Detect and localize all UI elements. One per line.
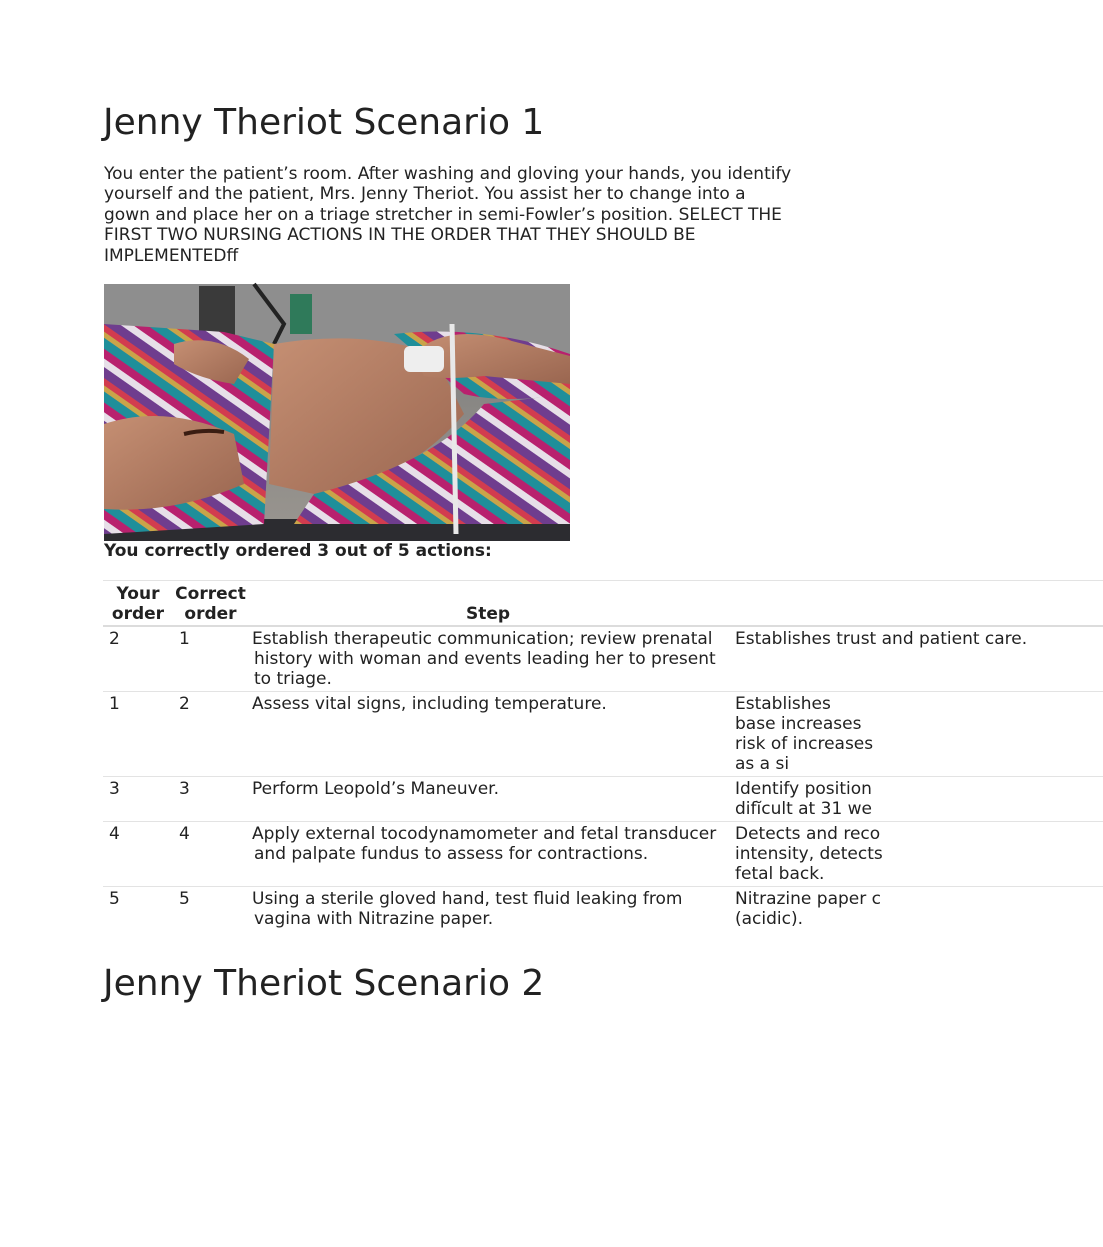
header-your-order: Your order bbox=[111, 584, 165, 624]
correct-order-cell: 1 bbox=[179, 629, 190, 649]
your-order-cell: 3 bbox=[109, 779, 120, 799]
your-order-cell: 4 bbox=[109, 824, 120, 844]
header-correct-order: Correct order bbox=[175, 584, 246, 624]
table-row bbox=[103, 822, 1103, 887]
scenario-1-title: Jenny Theriot Scenario 1 bbox=[103, 102, 545, 143]
table-row bbox=[103, 626, 1103, 692]
correct-order-cell: 5 bbox=[179, 889, 190, 909]
correct-order-cell: 3 bbox=[179, 779, 190, 799]
rationale-text: Nitrazine paper c (acidic). bbox=[735, 889, 881, 929]
result-summary: You correctly ordered 3 out of 5 actions: bbox=[104, 541, 492, 561]
step-cell: Assess vital signs, including temperature. bbox=[252, 694, 607, 714]
correct-order-cell: 4 bbox=[179, 824, 190, 844]
rationale-cell: Establishes trust and patient care. bbox=[735, 629, 1028, 649]
scenario-2-title: Jenny Theriot Scenario 2 bbox=[103, 963, 545, 1004]
table-row bbox=[103, 692, 1103, 777]
actions-order-table bbox=[103, 580, 1028, 931]
table-row bbox=[103, 777, 1103, 822]
step-cell: Perform Leopold’s Maneuver. bbox=[252, 779, 499, 799]
patient-ultrasound-photo bbox=[104, 284, 570, 541]
rationale-cell bbox=[728, 692, 1103, 777]
header-step: Step bbox=[465, 604, 511, 624]
rationale-text: Identify position difĭcult at 31 we bbox=[735, 779, 873, 819]
correct-order-cell: 2 bbox=[179, 694, 190, 714]
step-cell: Apply external tocodynamometer and fetal transducer and palpate fundus to assess for contractions. bbox=[252, 824, 717, 864]
your-order-cell: 1 bbox=[109, 694, 120, 714]
rationale-cell bbox=[728, 777, 1103, 822]
table-row bbox=[103, 887, 1103, 932]
your-order-cell: 5 bbox=[109, 889, 120, 909]
table-header-row bbox=[103, 581, 1103, 627]
step-cell: Using a sterile gloved hand, test fluid leaking from vagina with Nitrazine paper. bbox=[252, 889, 683, 929]
rationale-cell bbox=[728, 887, 1103, 932]
rationale-cell bbox=[728, 822, 1103, 887]
step-cell: Establish therapeutic communication; review prenatal history with woman and events leading her to present to triage. bbox=[252, 629, 716, 689]
scenario-intro-text: You enter the patient’s room. After washing and gloving your hands, you identify yourself and the patient, Mrs. Jenny Theriot. You assist her to change into a gown and place her on a triage stretcher in semi-Fowler’s position. SELECT THE FIRST TWO NURSING ACTIONS IN THE ORDER THAT THEY SHOULD BE IMPLEMENTEDff bbox=[104, 164, 792, 266]
rationale-text: Detects and reco intensity, detects fetal back. bbox=[735, 824, 883, 884]
header-rationale bbox=[728, 581, 1103, 627]
rationale-text: Establishes base increases risk of increases as a si bbox=[735, 694, 874, 774]
your-order-cell: 2 bbox=[109, 629, 120, 649]
